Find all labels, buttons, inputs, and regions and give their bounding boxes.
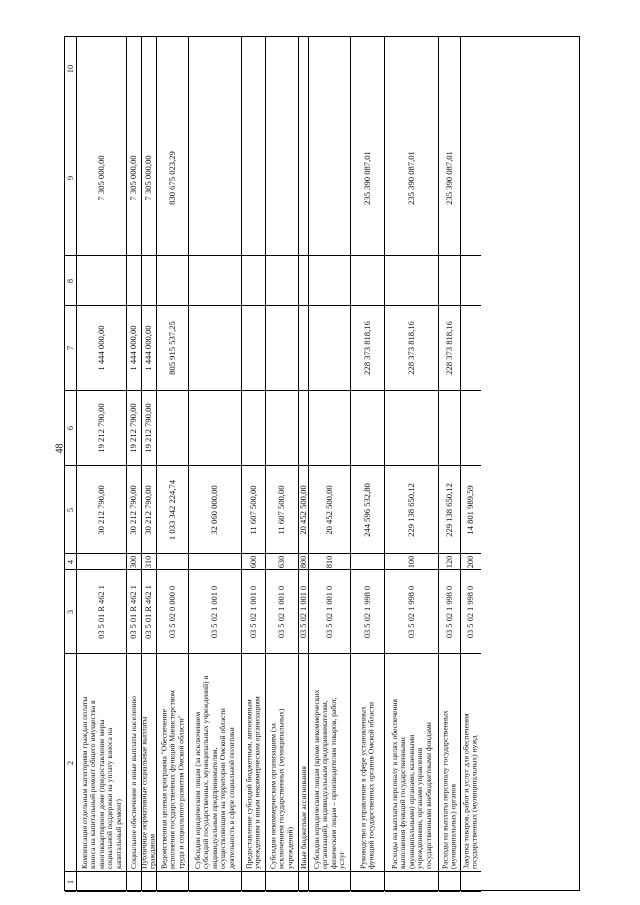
column-9-text: 830 675 023,29 [166, 151, 177, 205]
table-row [157, 37, 189, 890]
target-code-cell [157, 570, 188, 654]
column-10-cell [385, 37, 438, 101]
target-code-text: 03 5 02 1 998 0 [444, 585, 454, 638]
description-cell [309, 654, 350, 872]
target-code-text: 03 5 02 1 001 0 [248, 585, 258, 638]
table-row [439, 37, 461, 890]
column-7-cell [266, 306, 298, 391]
column-9-cell [309, 101, 350, 256]
col1-cell [266, 872, 298, 892]
table-row [266, 37, 299, 890]
column-6-text: 6 [65, 425, 75, 431]
expense-type-cell [351, 554, 384, 570]
table-row [461, 37, 481, 890]
column-5-text: 244 596 532,80 [361, 482, 372, 537]
column-7-text: 805 915 537,25 [166, 321, 177, 375]
column-9-text: 235 390 087,01 [361, 151, 372, 205]
column-5-cell [266, 466, 298, 554]
column-5-text: 14 801 989,59 [465, 484, 476, 535]
budget-table [64, 36, 580, 891]
expense-type-text: 310 [144, 555, 154, 568]
table-row [299, 37, 309, 890]
description-cell [299, 654, 308, 872]
column-8-cell [189, 256, 241, 306]
description-text: Субсидии юридическим лицам (кроме некоммерческих организаций), индивидуальным предпринимателям, физическим лицам – производителям товаров, работ, услуг [311, 689, 346, 869]
target-code-text: 03 5 02 1 001 0 [298, 585, 308, 638]
column-9-cell [299, 101, 308, 256]
table-row [309, 37, 351, 890]
col1-cell [351, 872, 384, 892]
description-cell [65, 654, 76, 872]
target-code-cell [351, 570, 384, 654]
column-9-text: 235 390 087,01 [443, 151, 454, 205]
column-5-text: 20 452 500,00 [323, 484, 334, 535]
column-6-cell [309, 391, 350, 466]
column-10-cell [309, 37, 350, 101]
target-code-cell [299, 570, 308, 654]
column-8-cell [242, 256, 265, 306]
expense-type-text: 100 [406, 555, 416, 568]
expense-type-cell [299, 554, 308, 570]
column-7-cell [157, 306, 188, 391]
column-8-text: 8 [65, 278, 75, 283]
column-7-cell [142, 306, 156, 391]
column-10-cell [189, 37, 241, 101]
column-5-cell [461, 466, 481, 554]
description-cell [242, 654, 265, 872]
target-code-text: 03 5 02 0 000 0 [167, 585, 177, 638]
description-cell [351, 654, 384, 872]
column-10-cell [142, 37, 156, 101]
target-code-text: 03 5 02 1 998 0 [406, 585, 416, 638]
column-6-cell [189, 391, 241, 466]
target-code-cell [77, 570, 126, 654]
column-5-text: 11 607 500,00 [247, 484, 258, 535]
description-cell [77, 654, 126, 872]
column-7-cell [309, 306, 350, 391]
column-8-cell [439, 256, 460, 306]
column-8-cell [299, 256, 308, 306]
column-5-text: 32 060 000,00 [209, 484, 220, 535]
column-5-text: 229 138 650,12 [405, 482, 416, 537]
column-10-cell [65, 37, 76, 101]
expense-type-cell [266, 554, 298, 570]
column-5-cell [439, 466, 460, 554]
description-text: Руководство и управление в сфере установленных функций государственных органов Омской области [358, 701, 376, 869]
description-cell [385, 654, 438, 872]
column-8-cell [65, 256, 76, 306]
target-code-cell [189, 570, 241, 654]
table-row [189, 37, 242, 890]
column-10-cell [157, 37, 188, 101]
col1-cell [439, 872, 460, 892]
table-row [242, 37, 266, 890]
expense-type-cell [77, 554, 126, 570]
column-6-cell [142, 391, 156, 466]
expense-type-cell [461, 554, 481, 570]
column-7-text: 228 373 818,16 [405, 321, 416, 375]
description-cell [139, 654, 157, 872]
table-row [77, 37, 127, 890]
column-5-cell [242, 466, 265, 554]
target-code-cell [65, 570, 76, 654]
expense-type-text: 810 [324, 555, 334, 568]
expense-type-cell [157, 554, 188, 570]
col1-cell [461, 872, 481, 892]
column-5-text: 1 033 342 224,74 [166, 479, 177, 540]
expense-type-cell [189, 554, 241, 570]
description-cell [439, 654, 460, 872]
col1-cell [127, 872, 141, 892]
description-text: 2 [65, 760, 75, 765]
column-6-cell [242, 391, 265, 466]
column-7-text: 228 373 818,16 [361, 321, 372, 375]
target-code-cell [385, 570, 438, 654]
column-8-cell [461, 256, 481, 306]
description-text: Публичные нормативные социальные выплаты гражданам [139, 716, 157, 869]
description-text: Предоставление субсидий бюджетным, автономным учреждениям и иным некоммерческим организациям [244, 695, 262, 869]
target-code-text: 03 5 01 R 462 1 [96, 584, 106, 639]
col1-cell [299, 872, 308, 892]
column-9-cell [65, 101, 76, 256]
column-6-text: 19 212 790,00 [143, 403, 154, 453]
description-cell [189, 654, 241, 872]
column-7-text: 1 444 000,00 [128, 325, 139, 371]
column-8-cell [351, 256, 384, 306]
description-text: Компенсация отдельным категориям граждан оплаты взноса на капитальный ремонт общего имущества в многоквартирном доме (предоставление меры социальной поддержки на уплату взноса на капитальный ремонт) [79, 696, 123, 869]
expense-type-cell [439, 554, 460, 570]
column-9-cell [157, 101, 188, 256]
description-cell [157, 654, 188, 872]
column-6-cell [461, 391, 481, 466]
col1-text: 1 [65, 879, 75, 884]
col1-cell [77, 872, 126, 892]
column-9-cell [351, 101, 384, 256]
column-7-cell [351, 306, 384, 391]
target-code-cell [266, 570, 298, 654]
expense-type-cell [242, 554, 265, 570]
column-10-cell [266, 37, 298, 101]
column-10-text: 10 [65, 64, 75, 74]
column-8-cell [142, 256, 156, 306]
page-number: 48 [54, 443, 66, 454]
target-code-text: 03 5 02 1 998 0 [466, 585, 476, 638]
column-6-cell [65, 391, 76, 466]
table-row [351, 37, 385, 890]
column-9-text: 9 [65, 175, 75, 181]
column-9-cell [439, 101, 460, 256]
column-7-cell [299, 306, 308, 391]
description-text: Расходы на выплаты персоналу государственных (муниципальных) органов [440, 709, 458, 869]
column-7-cell [242, 306, 265, 391]
header-row [65, 37, 77, 890]
target-code-cell [242, 570, 265, 654]
column-9-cell [77, 101, 126, 256]
col1-cell [385, 872, 438, 892]
column-10-cell [242, 37, 265, 101]
description-text: Субсидии юридическим лицам (за исключением субсидий государственных, муниципальных учреждений) и индивидуальным предпринимателям, осуществляющим на территории Омской области деятельность в сфере социальной политики [192, 674, 236, 869]
col1-cell [157, 872, 188, 892]
target-code-text: 03 5 02 1 001 0 [324, 585, 334, 638]
column-9-cell [127, 101, 141, 256]
column-5-cell [127, 466, 141, 554]
expense-type-cell [65, 554, 76, 570]
column-5-text: 5 [65, 507, 75, 512]
column-7-text: 1 444 000,00 [143, 325, 154, 371]
column-5-cell [65, 466, 76, 554]
expense-type-text: 4 [65, 559, 75, 564]
target-code-text: 03 5 01 R 462 1 [144, 584, 154, 639]
expense-type-text: 200 [466, 555, 476, 568]
column-5-text: 30 212 790,00 [143, 484, 154, 535]
column-8-cell [77, 256, 126, 306]
column-10-cell [127, 37, 141, 101]
column-7-text: 1 444 000,00 [95, 325, 106, 371]
column-10-cell [439, 37, 460, 101]
column-9-text: 7 305 000,00 [128, 155, 139, 201]
target-code-cell [439, 570, 460, 654]
column-10-cell [461, 37, 481, 101]
column-5-text: 11 607 500,00 [276, 484, 287, 535]
column-7-cell [127, 306, 141, 391]
target-code-text: 03 5 02 1 001 0 [210, 585, 220, 638]
target-code-cell [142, 570, 156, 654]
column-5-cell [309, 466, 350, 554]
column-6-cell [127, 391, 141, 466]
column-10-cell [77, 37, 126, 101]
column-5-cell [142, 466, 156, 554]
column-6-cell [266, 391, 298, 466]
column-9-text: 7 305 000,00 [95, 155, 106, 201]
expense-type-text: 600 [248, 555, 258, 568]
column-9-cell [385, 101, 438, 256]
column-5-cell [299, 466, 308, 554]
column-9-text: 235 390 087,01 [405, 151, 416, 205]
column-9-cell [242, 101, 265, 256]
expense-type-cell [385, 554, 438, 570]
col1-cell [309, 872, 350, 892]
col1-cell [65, 872, 76, 892]
column-10-cell [351, 37, 384, 101]
description-cell [266, 654, 298, 872]
column-5-cell [189, 466, 241, 554]
column-7-text: 228 373 818,16 [443, 321, 454, 375]
column-6-cell [157, 391, 188, 466]
target-code-text: 03 5 02 1 001 0 [277, 585, 287, 638]
column-6-cell [299, 391, 308, 466]
column-5-text: 20 452 500,00 [297, 484, 308, 535]
column-6-cell [439, 391, 460, 466]
col1-cell [242, 872, 265, 892]
table-row [385, 37, 439, 890]
column-7-cell [439, 306, 460, 391]
column-8-cell [127, 256, 141, 306]
description-text: Социальное обеспечение и иные выплаты населению [128, 695, 138, 869]
column-7-cell [65, 306, 76, 391]
description-text: Субсидии некоммерческим организациям (за исключением государственных (муниципальных) учреждений) [268, 708, 295, 869]
column-8-cell [309, 256, 350, 306]
column-9-cell [142, 101, 156, 256]
column-10-cell [299, 37, 308, 101]
expense-type-text: 800 [298, 555, 308, 568]
column-9-cell [461, 101, 481, 256]
col1-cell [142, 872, 156, 892]
description-cell [461, 654, 481, 872]
target-code-cell [309, 570, 350, 654]
column-9-text: 7 305 000,00 [143, 155, 154, 201]
col1-cell [189, 872, 241, 892]
column-5-cell [385, 466, 438, 554]
column-7-cell [461, 306, 481, 391]
target-code-text: 3 [65, 609, 75, 614]
column-6-text: 19 212 790,00 [128, 403, 139, 453]
column-5-text: 30 212 790,00 [128, 484, 139, 535]
target-code-cell [127, 570, 141, 654]
expense-type-text: 120 [444, 555, 454, 568]
column-8-cell [157, 256, 188, 306]
target-code-text: 03 5 01 R 462 1 [129, 584, 139, 639]
expense-type-cell [127, 554, 141, 570]
column-5-cell [157, 466, 188, 554]
target-code-cell [461, 570, 481, 654]
column-7-text: 7 [65, 345, 75, 351]
column-7-cell [385, 306, 438, 391]
target-code-text: 03 5 02 1 998 0 [362, 585, 372, 638]
expense-type-cell [142, 554, 156, 570]
column-6-cell [77, 391, 126, 466]
column-5-cell [351, 466, 384, 554]
column-8-cell [385, 256, 438, 306]
column-5-text: 30 212 790,00 [95, 484, 106, 535]
column-9-cell [266, 101, 298, 256]
expense-type-text: 630 [277, 555, 287, 568]
column-5-cell [77, 466, 126, 554]
column-8-cell [266, 256, 298, 306]
description-text: Закупка товаров, работ и услуг для обеспечения государственных (муниципальных) нужд [461, 712, 479, 869]
column-7-cell [77, 306, 126, 391]
column-9-cell [189, 101, 241, 256]
expense-type-cell [309, 554, 350, 570]
column-7-cell [189, 306, 241, 391]
description-text: Расходы на выплаты персоналу в целях обеспечения выполнения функций государственными (муниципальными) органами, казенными учреждениями, органами управления государственными внебюджетными фондами [389, 698, 433, 869]
description-text: Ведомственная целевая программа "Обеспечение исполнения государственных функций Министерством труда и социального развития Омской области" [158, 689, 185, 869]
expense-type-text: 300 [129, 555, 139, 568]
description-text: Иные бюджетные ассигнования [298, 765, 308, 869]
table-row [139, 37, 157, 890]
column-5-text: 229 138 650,12 [443, 482, 454, 537]
column-6-text: 19 212 790,00 [95, 403, 106, 453]
column-6-cell [385, 391, 438, 466]
column-6-cell [351, 391, 384, 466]
